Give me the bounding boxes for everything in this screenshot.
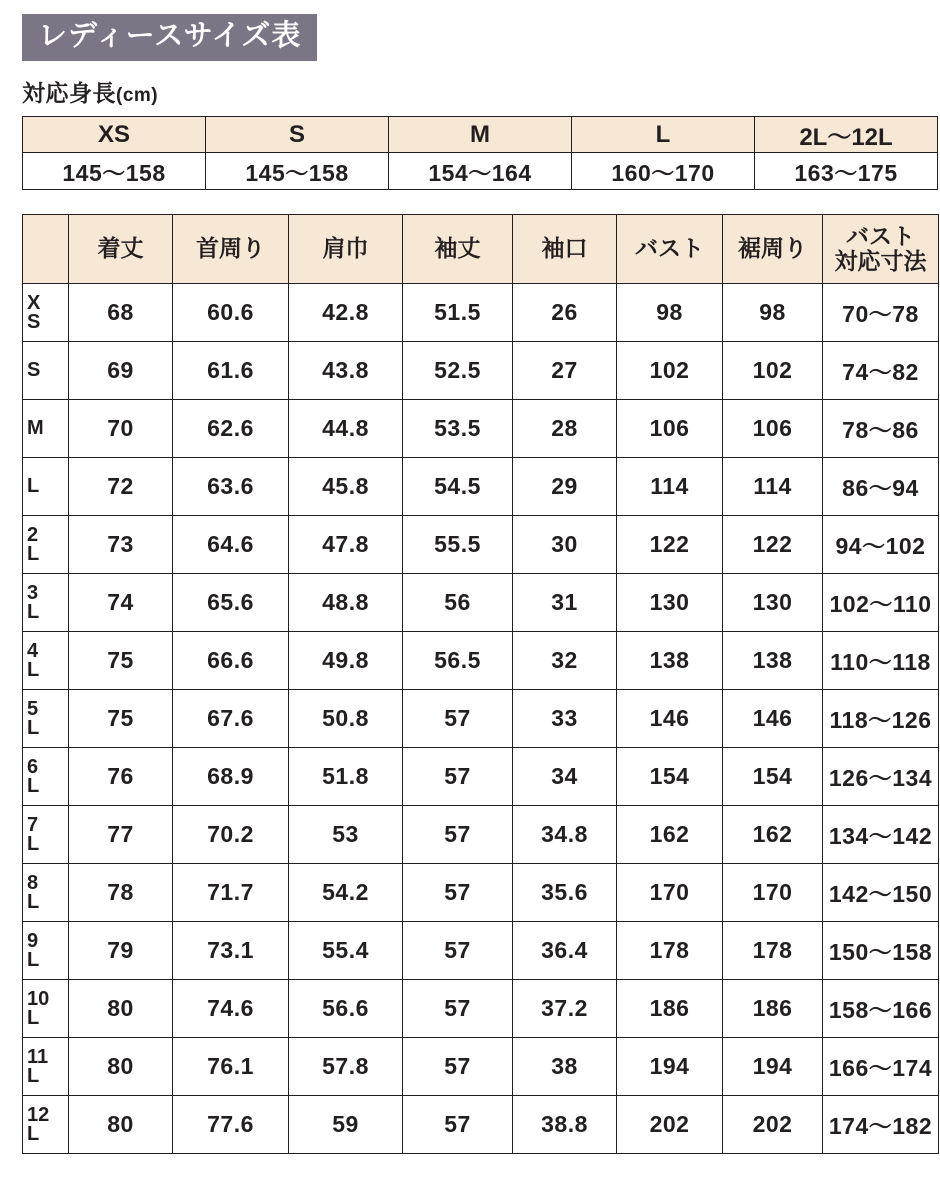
cell-value: 53 [289, 806, 403, 864]
cell-value: 106 [723, 400, 823, 458]
row-size-line1: 8 [27, 871, 39, 894]
row-size-label [23, 690, 69, 748]
height-range-cell: 154〜164 [389, 153, 572, 190]
cell-value: 57 [403, 690, 513, 748]
cell-value: 102 [723, 342, 823, 400]
height-range-cell: 145〜158 [206, 153, 389, 190]
cell-value: 55.4 [289, 922, 403, 980]
measurement-header-cell: 袖丈 [403, 215, 513, 284]
table-row [23, 980, 939, 1038]
height-section-unit: (cm) [116, 85, 159, 106]
cell-value: 31 [513, 574, 617, 632]
measurement-header-cell-bust-ref [823, 215, 939, 284]
cell-value: 30 [513, 516, 617, 574]
cell-value: 57 [403, 748, 513, 806]
table-row [23, 516, 939, 574]
cell-value: 62.6 [173, 400, 289, 458]
measurement-header-cell: 裾周り [723, 215, 823, 284]
row-size-line2: L [27, 948, 40, 971]
cell-value: 122 [617, 516, 723, 574]
height-header-cell: M [389, 117, 572, 153]
cell-value: 28 [513, 400, 617, 458]
row-size-line1: 5 [27, 697, 39, 720]
row-size-label [23, 1096, 69, 1154]
cell-value: 106 [617, 400, 723, 458]
cell-value: 44.8 [289, 400, 403, 458]
cell-value: 202 [617, 1096, 723, 1154]
cell-value: 38.8 [513, 1096, 617, 1154]
height-range-cell: 160〜170 [572, 153, 755, 190]
cell-value: 74〜82 [823, 342, 939, 400]
row-size-line1: 6 [27, 755, 39, 778]
cell-value: 29 [513, 458, 617, 516]
table-row [23, 690, 939, 748]
height-section-label-text: 対応身長 [22, 80, 116, 106]
row-size-line1: 9 [27, 929, 39, 952]
cell-value: 194 [723, 1038, 823, 1096]
cell-value: 73.1 [173, 922, 289, 980]
cell-value: 76.1 [173, 1038, 289, 1096]
height-range-cell: 163〜175 [755, 153, 938, 190]
cell-value: 114 [617, 458, 723, 516]
row-size-label [23, 806, 69, 864]
table-row [23, 632, 939, 690]
cell-value: 57 [403, 1096, 513, 1154]
cell-value: 56 [403, 574, 513, 632]
row-size-line2: L [27, 542, 40, 565]
cell-value: 66.6 [173, 632, 289, 690]
cell-value: 53.5 [403, 400, 513, 458]
cell-value: 74.6 [173, 980, 289, 1038]
height-header-cell: L [572, 117, 755, 153]
row-size-line2: L [27, 1064, 40, 1087]
row-size-label [23, 284, 69, 342]
cell-value: 162 [723, 806, 823, 864]
cell-value: 146 [617, 690, 723, 748]
cell-value: 70.2 [173, 806, 289, 864]
cell-value: 47.8 [289, 516, 403, 574]
row-size-label [23, 632, 69, 690]
row-size-label [23, 458, 69, 516]
cell-value: 27 [513, 342, 617, 400]
cell-value: 80 [69, 1096, 173, 1154]
row-size-line2: S [27, 310, 41, 333]
cell-value: 57 [403, 980, 513, 1038]
measurement-header-cell: 着丈 [69, 215, 173, 284]
row-size-label [23, 980, 69, 1038]
cell-value: 138 [617, 632, 723, 690]
cell-value: 76 [69, 748, 173, 806]
cell-value: 170 [723, 864, 823, 922]
cell-value: 33 [513, 690, 617, 748]
cell-value: 79 [69, 922, 173, 980]
cell-value: 72 [69, 458, 173, 516]
cell-value: 186 [723, 980, 823, 1038]
cell-value: 194 [617, 1038, 723, 1096]
cell-value: 118〜126 [823, 690, 939, 748]
table-row [23, 864, 939, 922]
cell-value: 49.8 [289, 632, 403, 690]
row-size-line2: L [27, 1006, 40, 1029]
cell-value: 77 [69, 806, 173, 864]
cell-value: 202 [723, 1096, 823, 1154]
cell-value: 78 [69, 864, 173, 922]
cell-value: 178 [617, 922, 723, 980]
cell-value: 56.6 [289, 980, 403, 1038]
measurement-header-cell: 首周り [173, 215, 289, 284]
cell-value: 54.2 [289, 864, 403, 922]
table-row [23, 922, 939, 980]
cell-value: 80 [69, 980, 173, 1038]
row-size-line1: 3 [27, 581, 39, 604]
cell-value: 142〜150 [823, 864, 939, 922]
cell-value: 60.6 [173, 284, 289, 342]
cell-value: 154 [723, 748, 823, 806]
row-size-line1: 10 [27, 987, 50, 1010]
cell-value: 178 [723, 922, 823, 980]
height-range-cell: 145〜158 [23, 153, 206, 190]
measurement-header-cell: 肩巾 [289, 215, 403, 284]
cell-value: 150〜158 [823, 922, 939, 980]
measurement-table [22, 214, 939, 1154]
row-size-line2: L [27, 600, 40, 623]
row-size-line2: L [27, 832, 40, 855]
page-title: レディースサイズ表 [22, 14, 317, 61]
cell-value: 71.7 [173, 864, 289, 922]
row-size-line2: L [27, 658, 40, 681]
cell-value: 51.8 [289, 748, 403, 806]
cell-value: 32 [513, 632, 617, 690]
table-row [23, 574, 939, 632]
cell-value: 126〜134 [823, 748, 939, 806]
table-row [23, 458, 939, 516]
cell-value: 166〜174 [823, 1038, 939, 1096]
cell-value: 45.8 [289, 458, 403, 516]
cell-value: 57.8 [289, 1038, 403, 1096]
cell-value: 57 [403, 806, 513, 864]
cell-value: 154 [617, 748, 723, 806]
cell-value: 80 [69, 1038, 173, 1096]
cell-value: 158〜166 [823, 980, 939, 1038]
table-row [23, 806, 939, 864]
table-row [23, 400, 939, 458]
cell-value: 186 [617, 980, 723, 1038]
row-size-line1: 4 [27, 639, 39, 662]
cell-value: 42.8 [289, 284, 403, 342]
row-size-label [23, 342, 69, 400]
cell-value: 69 [69, 342, 173, 400]
table-row [23, 342, 939, 400]
cell-value: 174〜182 [823, 1096, 939, 1154]
cell-value: 65.6 [173, 574, 289, 632]
cell-value: 38 [513, 1038, 617, 1096]
cell-value: 73 [69, 516, 173, 574]
cell-value: 68 [69, 284, 173, 342]
cell-value: 68.9 [173, 748, 289, 806]
row-size-line1: S [27, 359, 41, 381]
cell-value: 52.5 [403, 342, 513, 400]
cell-value: 130 [617, 574, 723, 632]
cell-value: 37.2 [513, 980, 617, 1038]
cell-value: 86〜94 [823, 458, 939, 516]
cell-value: 55.5 [403, 516, 513, 574]
cell-value: 130 [723, 574, 823, 632]
table-row [23, 748, 939, 806]
cell-value: 94〜102 [823, 516, 939, 574]
cell-value: 26 [513, 284, 617, 342]
cell-value: 57 [403, 1038, 513, 1096]
cell-value: 134〜142 [823, 806, 939, 864]
row-size-label [23, 1038, 69, 1096]
cell-value: 67.6 [173, 690, 289, 748]
cell-value: 57 [403, 922, 513, 980]
cell-value: 70 [69, 400, 173, 458]
row-size-line1: L [27, 475, 40, 497]
row-size-label [23, 574, 69, 632]
row-size-label [23, 516, 69, 574]
cell-value: 59 [289, 1096, 403, 1154]
row-size-line2: L [27, 716, 40, 739]
cell-value: 146 [723, 690, 823, 748]
table-row [23, 153, 938, 190]
measurement-table-body [23, 284, 939, 1154]
cell-value: 35.6 [513, 864, 617, 922]
cell-value: 36.4 [513, 922, 617, 980]
height-section-label [22, 75, 928, 108]
height-table-header-row [23, 117, 938, 153]
cell-value: 98 [617, 284, 723, 342]
cell-value: 78〜86 [823, 400, 939, 458]
cell-value: 162 [617, 806, 723, 864]
cell-value: 48.8 [289, 574, 403, 632]
cell-value: 51.5 [403, 284, 513, 342]
cell-value: 170 [617, 864, 723, 922]
cell-value: 63.6 [173, 458, 289, 516]
cell-value: 75 [69, 632, 173, 690]
cell-value: 61.6 [173, 342, 289, 400]
cell-value: 75 [69, 690, 173, 748]
height-header-cell: S [206, 117, 389, 153]
row-size-line1: 12 [27, 1103, 50, 1126]
row-size-line2: L [27, 774, 40, 797]
row-size-line1: X [27, 291, 41, 314]
row-size-label [23, 400, 69, 458]
row-size-label [23, 748, 69, 806]
cell-value: 102〜110 [823, 574, 939, 632]
cell-value: 98 [723, 284, 823, 342]
cell-value: 57 [403, 864, 513, 922]
cell-value: 50.8 [289, 690, 403, 748]
measurement-header-line2: 対応寸法 [834, 248, 927, 274]
cell-value: 102 [617, 342, 723, 400]
row-size-label [23, 864, 69, 922]
cell-value: 64.6 [173, 516, 289, 574]
row-size-line1: 2 [27, 523, 39, 546]
height-table [22, 116, 938, 190]
cell-value: 70〜78 [823, 284, 939, 342]
table-row [23, 1038, 939, 1096]
row-size-line1: 7 [27, 813, 39, 836]
cell-value: 77.6 [173, 1096, 289, 1154]
table-row [23, 1096, 939, 1154]
cell-value: 34 [513, 748, 617, 806]
measurement-header-cell: バスト [617, 215, 723, 284]
measurement-header-cell: 袖口 [513, 215, 617, 284]
measurement-header-line1: バスト [846, 223, 915, 250]
cell-value: 114 [723, 458, 823, 516]
height-header-cell: 2L〜12L [755, 117, 938, 153]
cell-value: 74 [69, 574, 173, 632]
cell-value: 138 [723, 632, 823, 690]
cell-value: 34.8 [513, 806, 617, 864]
cell-value: 54.5 [403, 458, 513, 516]
row-size-label [23, 922, 69, 980]
row-size-line2: L [27, 1122, 40, 1145]
measurement-header-corner [23, 215, 69, 284]
measurement-section [22, 214, 933, 1154]
cell-value: 43.8 [289, 342, 403, 400]
height-header-cell: XS [23, 117, 206, 153]
cell-value: 122 [723, 516, 823, 574]
table-row [23, 284, 939, 342]
row-size-line1: M [27, 417, 44, 439]
row-size-line1: 11 [27, 1045, 49, 1068]
measurement-table-header-row [23, 215, 939, 284]
cell-value: 110〜118 [823, 632, 939, 690]
row-size-line2: L [27, 890, 40, 913]
cell-value: 56.5 [403, 632, 513, 690]
